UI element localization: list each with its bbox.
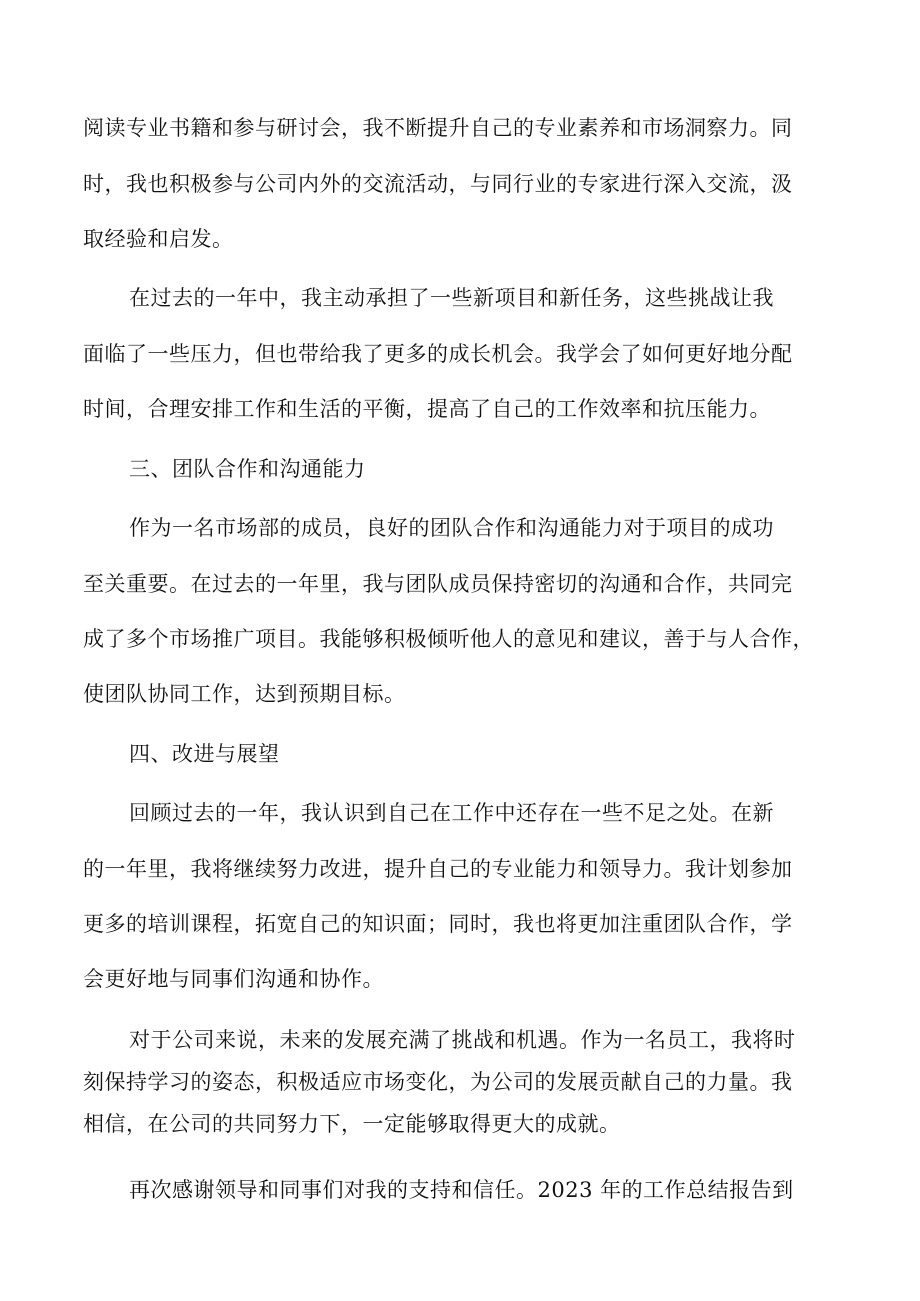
paragraph-line: 阅读专业书籍和参与研讨会，我不断提升自己的专业素养和市场洞察力。同 [83, 116, 793, 140]
paragraph-line: 作为一名市场部的成员，良好的团队合作和沟通能力对于项目的成功 [129, 516, 774, 540]
paragraph-line: 相信，在公司的共同努力下，一定能够取得更大的成就。 [83, 1112, 621, 1136]
paragraph-line: 成了多个市场推广项目。我能够积极倾听他人的意见和建议，善于与人合作， [83, 627, 814, 651]
paragraph-line: 面临了一些压力，但也带给我了更多的成长机会。我学会了如何更好地分配 [83, 342, 793, 366]
paragraph-line: 刻保持学习的姿态，积极适应市场变化，为公司的发展贡献自己的力量。我 [83, 1070, 793, 1094]
paragraph-line: 时，我也积极参与公司内外的交流活动，与同行业的专家进行深入交流，汲 [83, 172, 793, 196]
paragraph-line: 回顾过去的一年，我认识到自己在工作中还存在一些不足之处。在新 [129, 801, 774, 825]
paragraph-line: 更多的培训课程，拓宽自己的知识面；同时，我也将更加注重团队合作，学 [83, 912, 793, 936]
paragraph-line: 会更好地与同事们沟通和协作。 [83, 967, 384, 991]
paragraph-line: 对于公司来说，未来的发展充满了挑战和机遇。作为一名员工，我将时 [129, 1028, 796, 1052]
section-heading: 三、团队合作和沟通能力 [129, 457, 366, 481]
paragraph-line: 的一年里，我将继续努力改进，提升自己的专业能力和领导力。我计划参加 [83, 857, 793, 881]
paragraph-line: 至关重要。在过去的一年里，我与团队成员保持密切的沟通和合作，共同完 [83, 572, 793, 596]
paragraph-line: 使团队协同工作，达到预期目标。 [83, 682, 406, 706]
paragraph-line: 取经验和启发。 [83, 227, 234, 251]
paragraph-line: 再次感谢领导和同事们对我的支持和信任。2023 年的工作总结报告到 [129, 1178, 794, 1202]
paragraph-line: 时间，合理安排工作和生活的平衡，提高了自己的工作效率和抗压能力。 [83, 397, 771, 421]
section-heading: 四、改进与展望 [129, 742, 280, 766]
paragraph-line: 在过去的一年中，我主动承担了一些新项目和新任务，这些挑战让我 [129, 286, 774, 310]
